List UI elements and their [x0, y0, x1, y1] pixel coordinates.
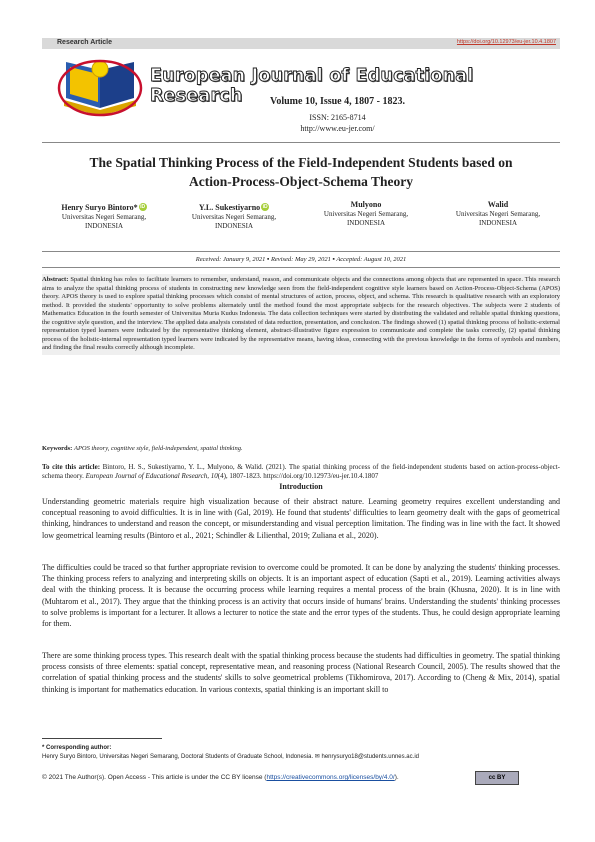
author-name: Walid — [487, 200, 509, 209]
license-end: ). — [394, 774, 399, 781]
paragraph: There are some thinking process types. This research dealt with the spatial thinking process because the students had difficulties in geometry. The spatial thinking process consists of three elements: spatial concept, representative mean, and reasoning process (National Research Council, 2005). The results showed that the correlation of spatial thinking process and the students' skills to solve geometrical problems (Tikhomirova, 2017). According to (Cheng & Mix, 2014), spatial thinking is important for mathematics education. In various contexts, spatial thinking is an important skill to — [42, 651, 560, 694]
cite-journal: European Journal of Educational Research, 10 — [85, 472, 218, 481]
dates-divider-bottom — [42, 267, 560, 268]
journal-logo-icon — [56, 58, 144, 128]
section-heading-introduction: Introduction — [279, 482, 323, 491]
header-divider — [42, 142, 560, 143]
paper-title — [42, 153, 560, 191]
journal-url[interactable]: http://www.eu-jer.com/ — [300, 124, 375, 133]
keywords — [42, 445, 560, 452]
author-affiliation: Universitas Negeri Semarang, — [61, 213, 147, 221]
author-name: Mulyono — [350, 200, 382, 209]
author-block — [436, 200, 560, 228]
keywords-label: Keywords: — [42, 445, 73, 452]
citation — [42, 463, 560, 481]
author-country: INDONESIA — [346, 219, 386, 227]
author-name: Y.L. Sukestiyarno iD — [198, 203, 268, 212]
journal-volume: Volume 10, Issue 4, 1807 - 1823. — [270, 96, 405, 107]
dates-divider-top — [42, 251, 560, 252]
license-text: © 2021 The Author(s). Open Access - This article is under the CC BY license ( — [42, 774, 267, 781]
article-header-bar — [42, 38, 560, 49]
paragraph: The difficulties could be traced so that further appropriate revision to overcome could be promoted. It can be done by analyzing the students' thinking processes. The thinking process refers to analyzing and interpreting skills on objects. It is an important aspect of education (Sapti et al., 2019). Learning activities always deal with the thinking process. It is because the occurring process while learning requires a mental process of the brain (Khusna, 2020). It is in line with (Muhtarom et al., 2017). They argue that the thinking process is an activity that occurs inside of humans' brains. Understanding the students' thinking processes to solve problems is important for a lecturer. It allows a lecturer to notice the state and the error types of the students. Thus, he could design appropriate learning for them. — [42, 563, 560, 629]
footnote-divider — [42, 738, 162, 739]
paper-title-line2: Action-Process-Object-Schema Theory — [188, 174, 414, 189]
abstract-label: Abstract: — [42, 276, 69, 283]
journal-issn: ISSN: 2165-8714 — [309, 113, 366, 122]
submission-dates: Received: January 9, 2021 ▪ Revised: May 29, 2021 ▪ Accepted: August 10, 2021 — [195, 256, 407, 263]
author-affiliation: Universitas Negeri Semarang, — [191, 213, 277, 221]
cite-label: To cite this article: — [42, 463, 101, 471]
orcid-icon[interactable]: iD — [262, 204, 268, 210]
abstract — [42, 274, 560, 355]
author-country: INDONESIA — [478, 219, 518, 227]
cite-text: Bintoro, H. S., Sukestiyarno, Y. L., Mulyono, & Walid. (2021). The spatial thinking process of the field-independent students based on action-process-object-schema theory. — [42, 463, 561, 481]
keywords-text: APOS theory, cognitive style, field-independent, spatial thinking. — [73, 445, 243, 452]
cc-by-badge-icon[interactable]: cc BY — [475, 771, 519, 785]
author-block — [42, 203, 166, 231]
author-block — [172, 203, 296, 231]
doi-link[interactable]: https://doi.org/10.12973/eu-jer.10.4.1807 — [456, 39, 556, 45]
cite-rest: (4), 1807-1823. https://doi.org/10.12973/eu-jer.10.4.1807 — [217, 472, 379, 481]
author-country: INDONESIA — [84, 222, 124, 230]
paper-title-line1: The Spatial Thinking Process of the Field-Independent Students based on — [89, 155, 513, 170]
author-affiliation: Universitas Negeri Semarang, — [323, 210, 409, 218]
journal-title: European Journal of Educational Research — [150, 66, 474, 106]
paragraph: Understanding geometric materials require high visualization because of their abstract nature. Learning geometry requires excellent understanding and conceptual reasoning to avoid difficulties. It is in line with (Gal, 2019). He found that students' difficulties to learn geometry dealt with the gaps of geometrical thinking, hindrances to understand and reason the concept, or misunderstanding and visual perception limitation. The finding was in line with the fact. It showed low geometrical learning results (Bintoro et al., 2021; Schindler & Lilienthal, 2019; Zuliana et al., 2020). — [42, 497, 560, 540]
footnote-text: Henry Suryo Bintoro, Universitas Negeri Semarang, Doctoral Students of Graduate School, Indonesia. ✉ henrysuryo18@students.unnes.ac.id — [42, 754, 419, 760]
author-country: INDONESIA — [214, 222, 254, 230]
article-type-label: Research Article — [57, 39, 112, 46]
author-affiliation: Universitas Negeri Semarang, — [455, 210, 541, 218]
orcid-icon[interactable]: iD — [140, 204, 146, 210]
abstract-text: Spatial thinking has roles to facilitate learners to remember, understand, reason, and communicate objects and the connections among objects that are represented in space. This research aims to analyze the spatial thinking process of students in constructing new knowledge seen from the field-independent cognitive style learners based on Action-Process-Object-Schema (APOS) theory. APOS theory is used to explore spatial thinking processes which consist of mental structures of action, process, object, and schema. This research is qualitative research with an exploratory method. It provided the students' opportunity to solve problems alternately until the method found the most appropriate subjects for the research objectives. The subjects were 2 students of Mathematics Education in the fourth semester of Universitas Muria Kudus Indonesia. The data collection techniques were started by distributing the validated and reliable spatial thinking questions, the cognitive style question, and the interview. The applied data analysis consisted of data reduction, presentation, and conclusion. The findings showed (1) spatial thinking process of holistic-external representation typed learners were indicated by the representative thinking element, abstract-illustrative figure expression to communicate and complete the tasks correctly, (2) spatial thinking process of the holistic-internal representation typed learners were indicated by the representative means, having ideas, connecting with the previous knowledge in the forms of symbols and numbers, and finding the final results correctly although incomplete. — [42, 276, 561, 351]
footnote-label: * Corresponding author: — [42, 745, 112, 751]
author-block — [304, 200, 428, 228]
author-name: Henry Suryo Bintoro* iD — [61, 203, 146, 212]
license-link[interactable]: https://creativecommons.org/licenses/by/4.0/ — [266, 774, 395, 781]
